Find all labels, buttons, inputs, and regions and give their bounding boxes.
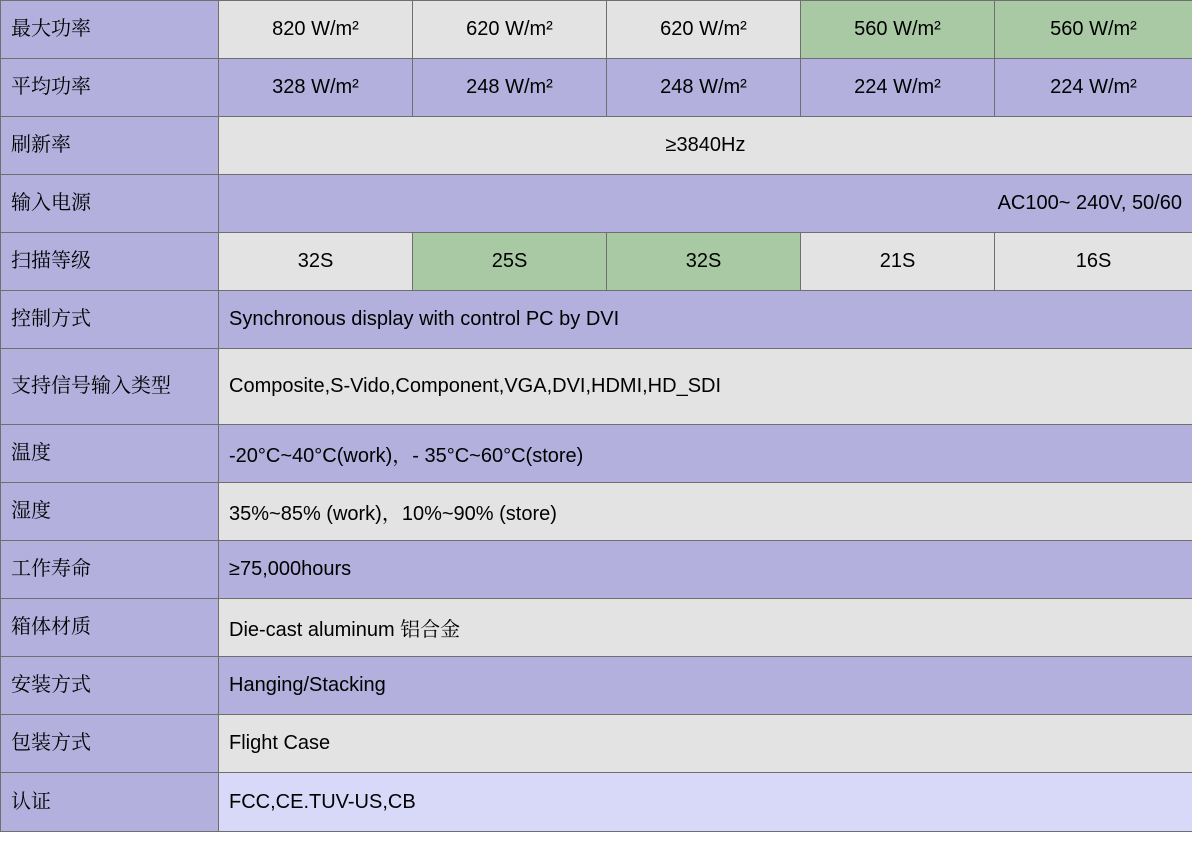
cell-max-power-4: 560 W/m²	[801, 1, 995, 59]
row-label-signal-input: 支持信号输入类型	[1, 349, 219, 425]
table-row	[1, 233, 1192, 291]
cell-avg-power-4: 224 W/m²	[801, 59, 995, 117]
cell-scan-rate-4: 21S	[801, 233, 995, 291]
table-row	[1, 425, 1192, 483]
cell-max-power-5: 560 W/m²	[995, 1, 1192, 59]
table-row	[1, 175, 1192, 233]
cell-temperature-value: -20°C~40°C(work)，- 35°C~60°C(store)	[219, 425, 1192, 483]
row-label-packaging: 包装方式	[1, 715, 219, 773]
table-row	[1, 483, 1192, 541]
table-row	[1, 117, 1192, 175]
cell-packaging-value: Flight Case	[219, 715, 1192, 773]
row-label-max-power: 最大功率	[1, 1, 219, 59]
cell-humidity-value: 35%~85% (work)，10%~90% (store)	[219, 483, 1192, 541]
cell-certification-value: FCC,CE.TUV-US,CB	[219, 773, 1192, 832]
cell-installation-value: Hanging/Stacking	[219, 657, 1192, 715]
cell-avg-power-1: 328 W/m²	[219, 59, 413, 117]
cell-lifespan-value: ≥75,000hours	[219, 541, 1192, 599]
cell-scan-rate-5: 16S	[995, 233, 1192, 291]
cell-avg-power-3: 248 W/m²	[607, 59, 801, 117]
cell-signal-input-value: Composite,S-Vido,Component,VGA,DVI,HDMI,HD_SDI	[219, 349, 1192, 425]
cell-control-mode-value: Synchronous display with control PC by DVI	[219, 291, 1192, 349]
cell-max-power-3: 620 W/m²	[607, 1, 801, 59]
row-label-scan-rate: 扫描等级	[1, 233, 219, 291]
row-label-temperature: 温度	[1, 425, 219, 483]
table-row	[1, 1, 1192, 59]
row-label-avg-power: 平均功率	[1, 59, 219, 117]
table-row	[1, 599, 1192, 657]
row-label-cabinet-material: 箱体材质	[1, 599, 219, 657]
table-row	[1, 541, 1192, 599]
row-label-lifespan: 工作寿命	[1, 541, 219, 599]
cell-input-power-value: AC100~ 240V, 50/60	[219, 175, 1192, 233]
row-label-refresh-rate: 刷新率	[1, 117, 219, 175]
row-label-humidity: 湿度	[1, 483, 219, 541]
cell-avg-power-5: 224 W/m²	[995, 59, 1192, 117]
cell-avg-power-2: 248 W/m²	[413, 59, 607, 117]
table-row	[1, 657, 1192, 715]
cell-max-power-1: 820 W/m²	[219, 1, 413, 59]
cell-scan-rate-3: 32S	[607, 233, 801, 291]
table-row	[1, 715, 1192, 773]
cell-max-power-2: 620 W/m²	[413, 1, 607, 59]
table-row	[1, 349, 1192, 425]
row-label-certification: 认证	[1, 773, 219, 832]
row-label-control-mode: 控制方式	[1, 291, 219, 349]
table-row	[1, 773, 1192, 832]
cell-scan-rate-1: 32S	[219, 233, 413, 291]
row-label-installation: 安装方式	[1, 657, 219, 715]
cell-refresh-rate-value: ≥3840Hz	[219, 117, 1192, 175]
row-label-input-power: 输入电源	[1, 175, 219, 233]
table-row	[1, 291, 1192, 349]
cell-cabinet-material-value: Die-cast aluminum 铝合金	[219, 599, 1192, 657]
cell-scan-rate-2: 25S	[413, 233, 607, 291]
table-row	[1, 59, 1192, 117]
